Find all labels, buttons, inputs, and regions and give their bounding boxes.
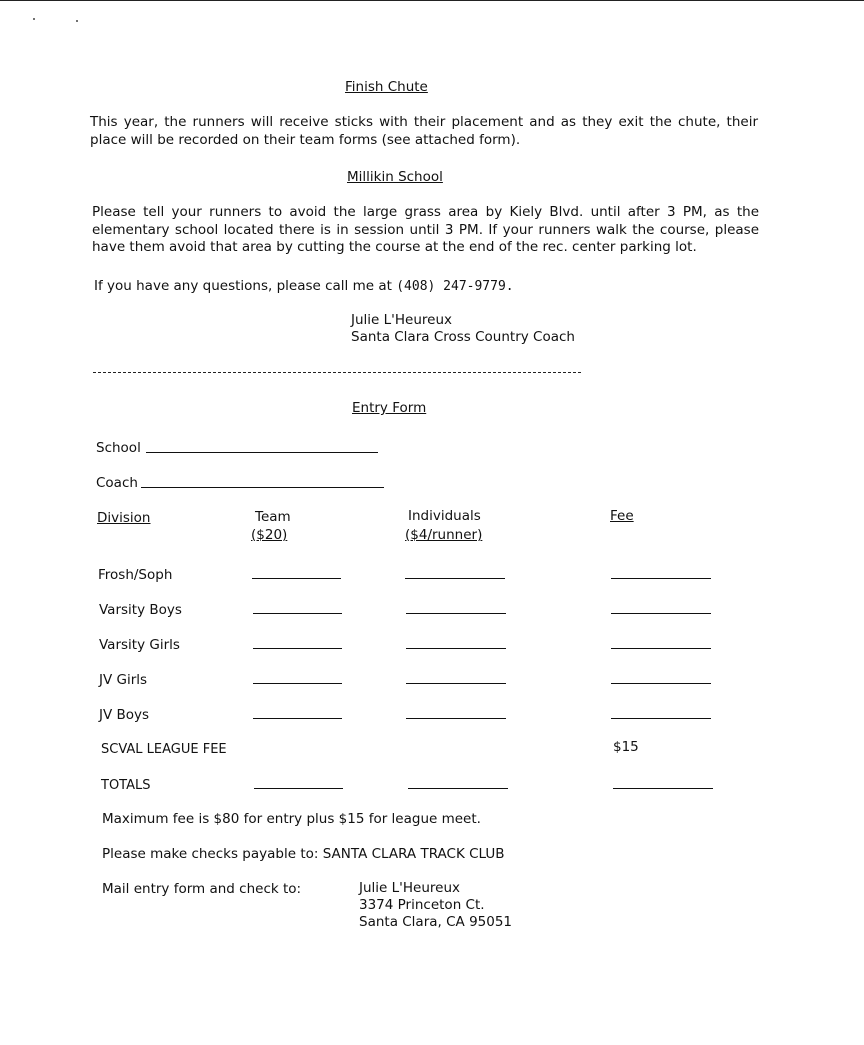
fee-total-field[interactable] [611, 613, 711, 614]
division-label: Frosh/Soph [98, 567, 173, 583]
signature-name: Julie L'Heureux [351, 312, 452, 328]
cut-line [93, 372, 581, 373]
mail-address-street: 3374 Princeton Ct. [359, 897, 485, 913]
league-fee-amount: $15 [613, 739, 639, 755]
fee-column-header: Fee [610, 508, 634, 524]
individuals-fee-field[interactable] [406, 648, 506, 649]
individuals-column-header: Individuals [408, 508, 481, 524]
scan-speck [76, 20, 78, 22]
individuals-total-field[interactable] [408, 788, 508, 789]
team-fee-field[interactable] [252, 578, 341, 579]
league-fee-label: SCVAL LEAGUE FEE [101, 742, 227, 757]
school-label: School [96, 440, 141, 456]
division-label: Varsity Girls [99, 637, 180, 653]
max-fee-note: Maximum fee is $80 for entry plus $15 for league meet. [102, 811, 481, 827]
individuals-fee-field[interactable] [406, 613, 506, 614]
mail-to-label: Mail entry form and check to: [102, 881, 302, 897]
team-fee-field[interactable] [253, 613, 342, 614]
signature-title: Santa Clara Cross Country Coach [351, 329, 575, 345]
fee-total-field[interactable] [611, 648, 711, 649]
totals-label: TOTALS [101, 778, 151, 793]
team-fee-field[interactable] [253, 648, 342, 649]
school-field[interactable] [146, 452, 378, 453]
finish-chute-paragraph: This year, the runners will receive sticks with their placement and as they exit the chute, their place will be recorded on their team forms (see attached form). [90, 114, 758, 148]
fee-total-field[interactable] [611, 683, 711, 684]
division-column-header: Division [97, 510, 151, 526]
contact-phone: (408) 247-9779. [396, 279, 514, 294]
checks-payable-note: Please make checks payable to: SANTA CLARA TRACK CLUB [102, 846, 505, 862]
top-edge-rule [0, 0, 864, 1]
team-fee-field[interactable] [253, 683, 342, 684]
coach-field[interactable] [141, 487, 384, 488]
individuals-fee-field[interactable] [406, 683, 506, 684]
mail-address-name: Julie L'Heureux [359, 880, 460, 896]
division-label: Varsity Boys [99, 602, 182, 618]
millikin-school-paragraph: Please tell your runners to avoid the large grass area by Kiely Blvd. until after 3 PM, as the elementary school located there is in session until 3 PM. If your runners walk the course, please have them avoid that area by cutting the course at the end of the rec. center parking lot. [92, 204, 759, 255]
individuals-price: ($4/runner) [405, 527, 483, 543]
grand-total-field[interactable] [613, 788, 713, 789]
entry-form-heading: Entry Form [352, 400, 427, 416]
mail-address-city: Santa Clara, CA 95051 [359, 914, 513, 930]
scan-speck [33, 18, 35, 20]
fee-total-field[interactable] [611, 718, 711, 719]
team-price: ($20) [251, 527, 288, 543]
fee-total-field[interactable] [611, 578, 711, 579]
division-label: JV Boys [99, 707, 150, 723]
individuals-fee-field[interactable] [406, 718, 506, 719]
coach-label: Coach [96, 475, 138, 491]
team-fee-field[interactable] [253, 718, 342, 719]
team-column-header: Team [255, 509, 291, 525]
contact-line [94, 278, 514, 295]
team-total-field[interactable] [254, 788, 343, 789]
individuals-fee-field[interactable] [405, 578, 505, 579]
millikin-school-heading: Millikin School [347, 169, 443, 185]
finish-chute-heading: Finish Chute [345, 79, 428, 95]
division-label: JV Girls [99, 672, 148, 688]
contact-text: If you have any questions, please call me at [94, 278, 392, 294]
